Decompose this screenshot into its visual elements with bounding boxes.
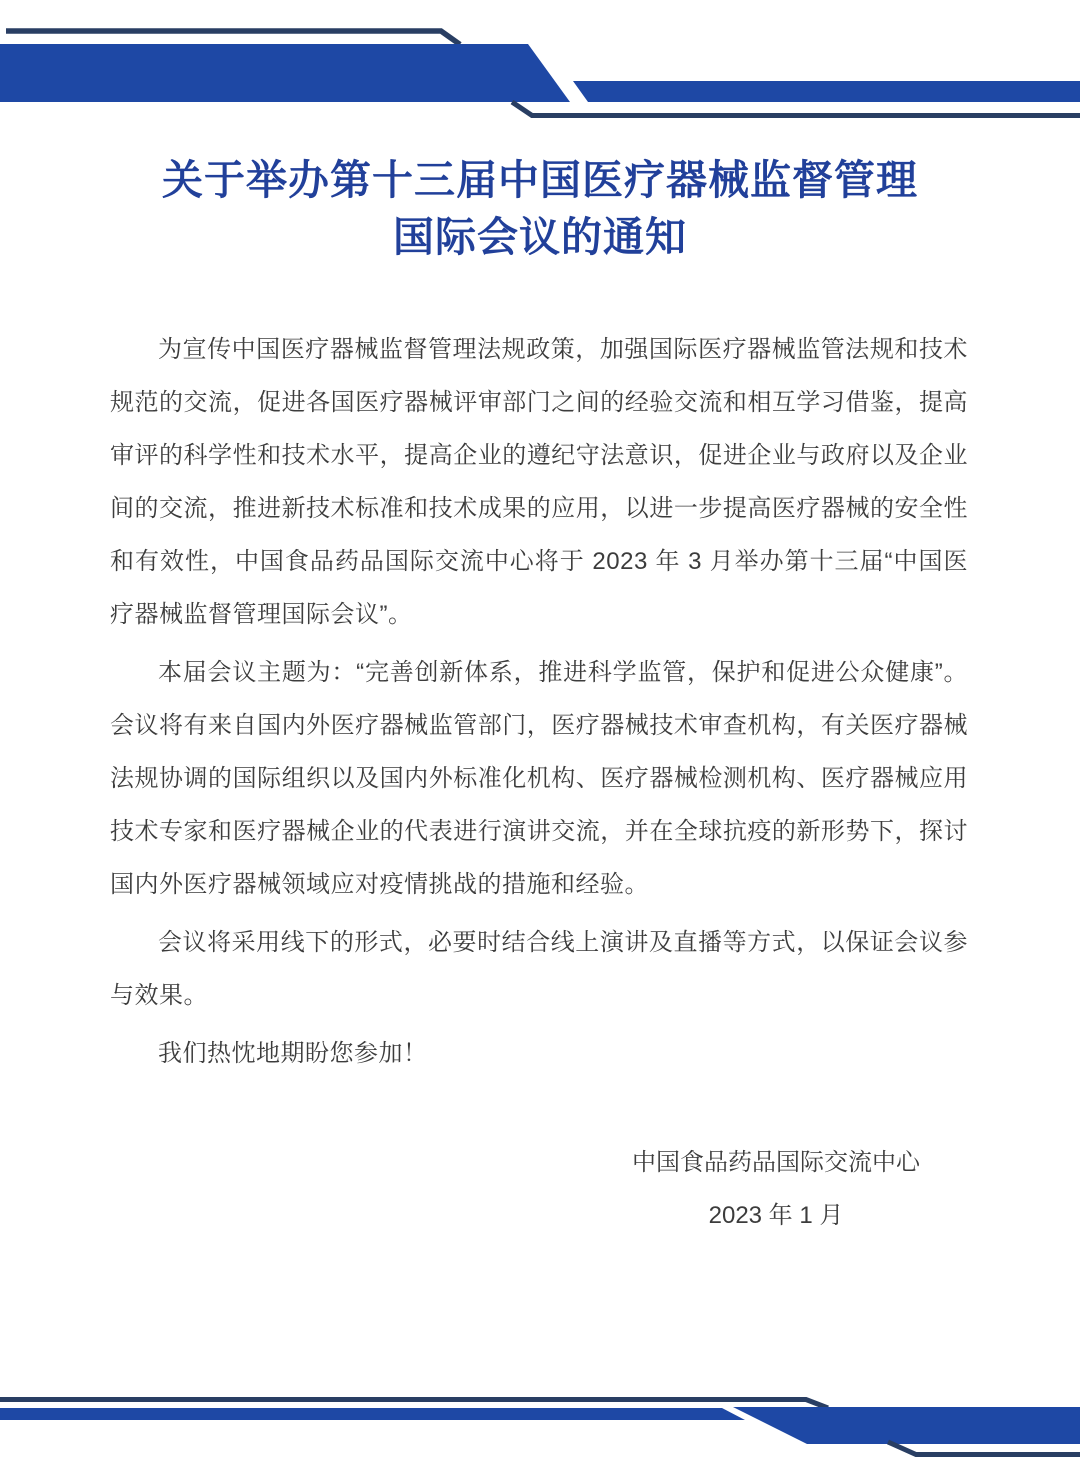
body-paragraph: 为宣传中国医疗器械监督管理法规政策，加强国际医疗器械监管法规和技术规范的交流，促进各国医疗器械评审部门之间的经验交流和相互学习借鉴，提高审评的科学性和技术水平，提高企业的遵纪守法意识，促进企业与政府以及企业间的交流，推进新技术标准和技术成果的应用，以进一步提高医疗器械的安全性和有效性，中国食品药品国际交流中心将于 2023 年 3 月举办第十三届“中国医疗器械监督管理国际会议”。: [110, 336, 968, 628]
notice-body: [0, 323, 1080, 1242]
header-navy-line: [6, 31, 460, 45]
footer-banner-decoration: [0, 1396, 1080, 1466]
page-title: [60, 152, 1020, 266]
body-paragraph: 我们热忱地期盼您参加！: [158, 1040, 428, 1067]
header-banner-decoration: [0, 0, 1080, 130]
signature-org: 中国食品药品国际交流中心: [632, 1149, 920, 1176]
signature-date: 2023 年 1 月: [708, 1202, 844, 1229]
body-paragraph: 本届会议主题为：“完善创新体系，推进科学监管，保护和促进公众健康”。会议将有来自国内外医疗器械监管部门，医疗器械技术审查机构，有关医疗器械法规协调的国际组织以及国内外标准化机构、医疗器械检测机构、医疗器械应用技术专家和医疗器械企业的代表进行演讲交流，并在全球抗疫的新形势下，探讨国内外医疗器械领域应对疫情挑战的措施和经验。: [110, 659, 968, 898]
footer-blue-band: [0, 1408, 745, 1420]
body-paragraph: 会议将采用线下的形式，必要时结合线上演讲及直播等方式，以保证会议参与效果。: [110, 929, 968, 1009]
header-blue-band: [573, 81, 1080, 102]
signature-block: [606, 1136, 946, 1242]
page-title-line-2: 国际会议的通知: [393, 214, 687, 260]
page-title-line-1: 关于举办第十三届中国医疗器械监督管理: [162, 157, 918, 203]
header-navy-underline: [512, 102, 1080, 116]
header-blue-parallelogram: [0, 44, 570, 102]
footer-blue-parallelogram: [733, 1407, 1080, 1444]
footer-navy-line: [0, 1400, 828, 1409]
